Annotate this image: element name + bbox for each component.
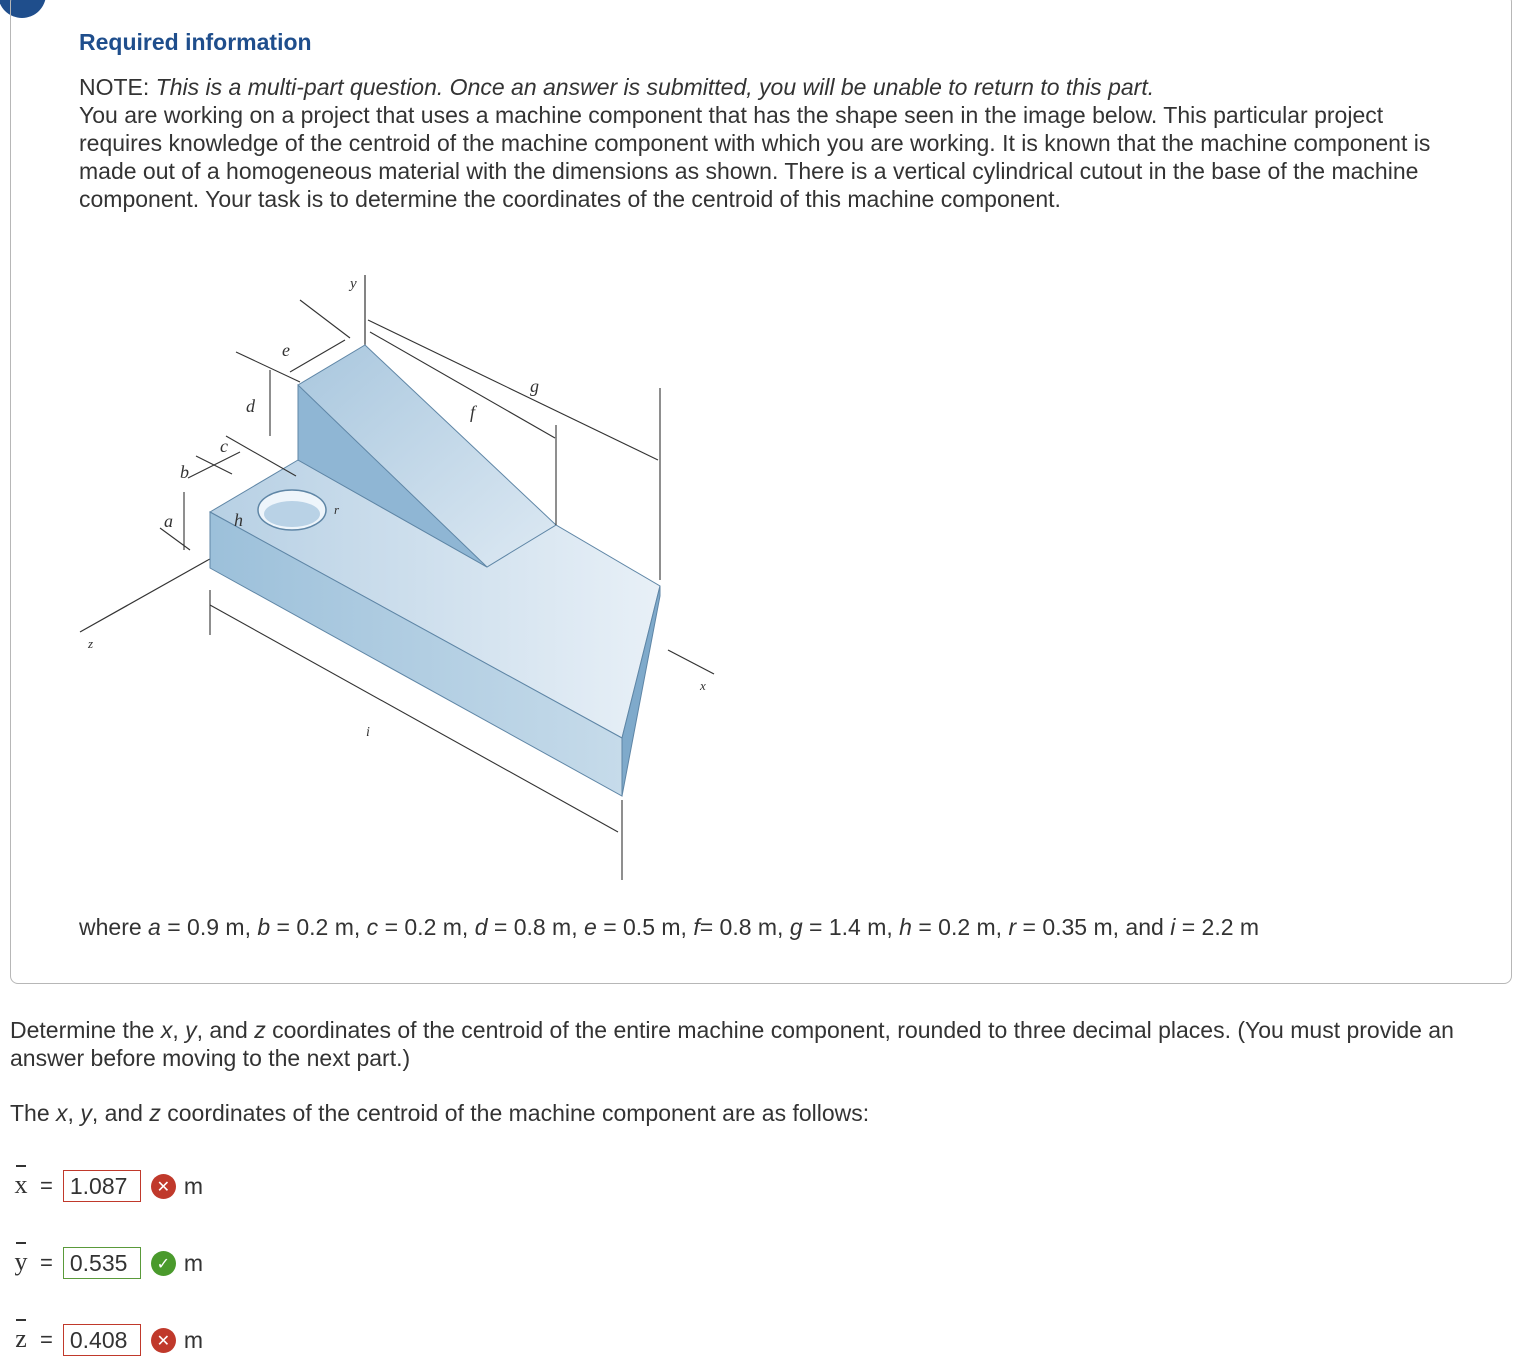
dim-a-label: a — [164, 511, 173, 531]
val-r: = 0.35 m, and — [1022, 914, 1164, 940]
q-and: , and — [196, 1017, 248, 1043]
dim-g-label: g — [530, 376, 539, 396]
q-text-1: Determine the — [10, 1017, 155, 1043]
val-g: = 1.4 m, — [809, 914, 893, 940]
machine-component-diagram — [60, 260, 760, 890]
var-d: d — [474, 914, 488, 940]
required-info-title: Required information — [79, 29, 312, 55]
q-var-x: x — [160, 1017, 173, 1043]
val-h: = 0.2 m, — [918, 914, 1003, 940]
f-comma: , — [67, 1100, 74, 1126]
val-a: = 0.9 m, — [167, 914, 251, 940]
var-a: a — [148, 914, 161, 940]
z-axis-line — [80, 560, 208, 632]
check-circle-icon: ✓ — [151, 1251, 176, 1276]
val-d: = 0.8 m, — [493, 914, 578, 940]
var-f: f — [693, 914, 700, 940]
val-i: = 2.2 m — [1181, 914, 1260, 940]
val-b: = 0.2 m, — [276, 914, 361, 940]
q-var-z: z — [254, 1017, 266, 1043]
f-var-y: y — [80, 1100, 92, 1126]
var-b: b — [257, 914, 271, 940]
equals-sign: = — [40, 1250, 53, 1275]
where-prefix: where — [79, 914, 142, 940]
dim-b-label: b — [180, 462, 189, 482]
val-f: = 0.8 m, — [699, 914, 784, 940]
note-paragraph — [79, 73, 1459, 213]
var-i: i — [1170, 914, 1176, 940]
var-h: h — [899, 914, 912, 940]
dim-i-label: i — [366, 725, 370, 740]
z-axis-label: z — [88, 636, 94, 651]
x-bar-symbol: x — [10, 1165, 32, 1200]
answer-row-z — [10, 1320, 203, 1360]
x-circle-icon: ✕ — [151, 1174, 176, 1199]
note-label: NOTE: — [79, 74, 150, 100]
val-c: = 0.2 m, — [384, 914, 469, 940]
y-axis-label: y — [350, 276, 357, 292]
unit-label: m — [183, 1326, 204, 1353]
x-axis-label: x — [700, 678, 706, 693]
f-and: , and — [91, 1100, 143, 1126]
unit-label: m — [183, 1249, 204, 1276]
problem-body: You are working on a project that uses a machine component that has the shape seen in the image below. This particular project requires knowledge of the centroid of the machine component with which you are working. It is known that the machine component is made out of a homogeneous material with the dimensions as shown. There is a vertical cylindrical cutout in the base of the machine component. Your task is to determine the coordinates of the centroid of this machine component. — [79, 102, 1431, 212]
note-text: This is a multi-part question. Once an answer is submitted, you will be unable to return to this part. — [155, 74, 1155, 100]
f-text-1: The — [10, 1100, 50, 1126]
val-e: = 0.5 m, — [603, 914, 687, 940]
answer-row-y — [10, 1243, 203, 1283]
dim-h-label: h — [234, 510, 243, 530]
z-bar-symbol: z — [10, 1319, 32, 1354]
x-circle-icon: ✕ — [151, 1328, 176, 1353]
equals-sign: = — [40, 1327, 53, 1352]
f-var-x: x — [56, 1100, 68, 1126]
var-c: c — [366, 914, 379, 940]
dim-d-label: d — [246, 396, 255, 416]
dim-e-label: e — [282, 340, 290, 360]
q-text-2: coordinates of the centroid of the entire machine component, rounded to three decimal places. (You must provide an answer before moving to the next part.) — [10, 1017, 1454, 1071]
equals-sign: = — [40, 1173, 53, 1198]
var-g: g — [789, 914, 803, 940]
dim-c-label: c — [220, 436, 228, 456]
var-r: r — [1008, 914, 1017, 940]
q-comma: , — [172, 1017, 179, 1043]
f-var-z: z — [149, 1100, 161, 1126]
unit-label: m — [183, 1172, 204, 1199]
y-centroid-input[interactable] — [63, 1247, 141, 1279]
q-var-y: y — [185, 1017, 197, 1043]
x-axis-line — [668, 650, 714, 674]
radius-r-label: r — [334, 502, 340, 517]
question-prompt — [10, 1016, 1500, 1072]
var-e: e — [584, 914, 597, 940]
dimension-values — [79, 914, 1259, 941]
dim-f-label: f — [470, 402, 476, 422]
answer-row-x — [10, 1166, 203, 1206]
f-text-2: coordinates of the centroid of the machine component are as follows: — [167, 1100, 870, 1126]
y-bar-symbol: y — [10, 1242, 32, 1277]
z-centroid-input[interactable] — [63, 1324, 141, 1356]
machine-component-figure — [60, 260, 760, 890]
x-centroid-input[interactable] — [63, 1170, 141, 1202]
answer-intro — [10, 1100, 869, 1127]
